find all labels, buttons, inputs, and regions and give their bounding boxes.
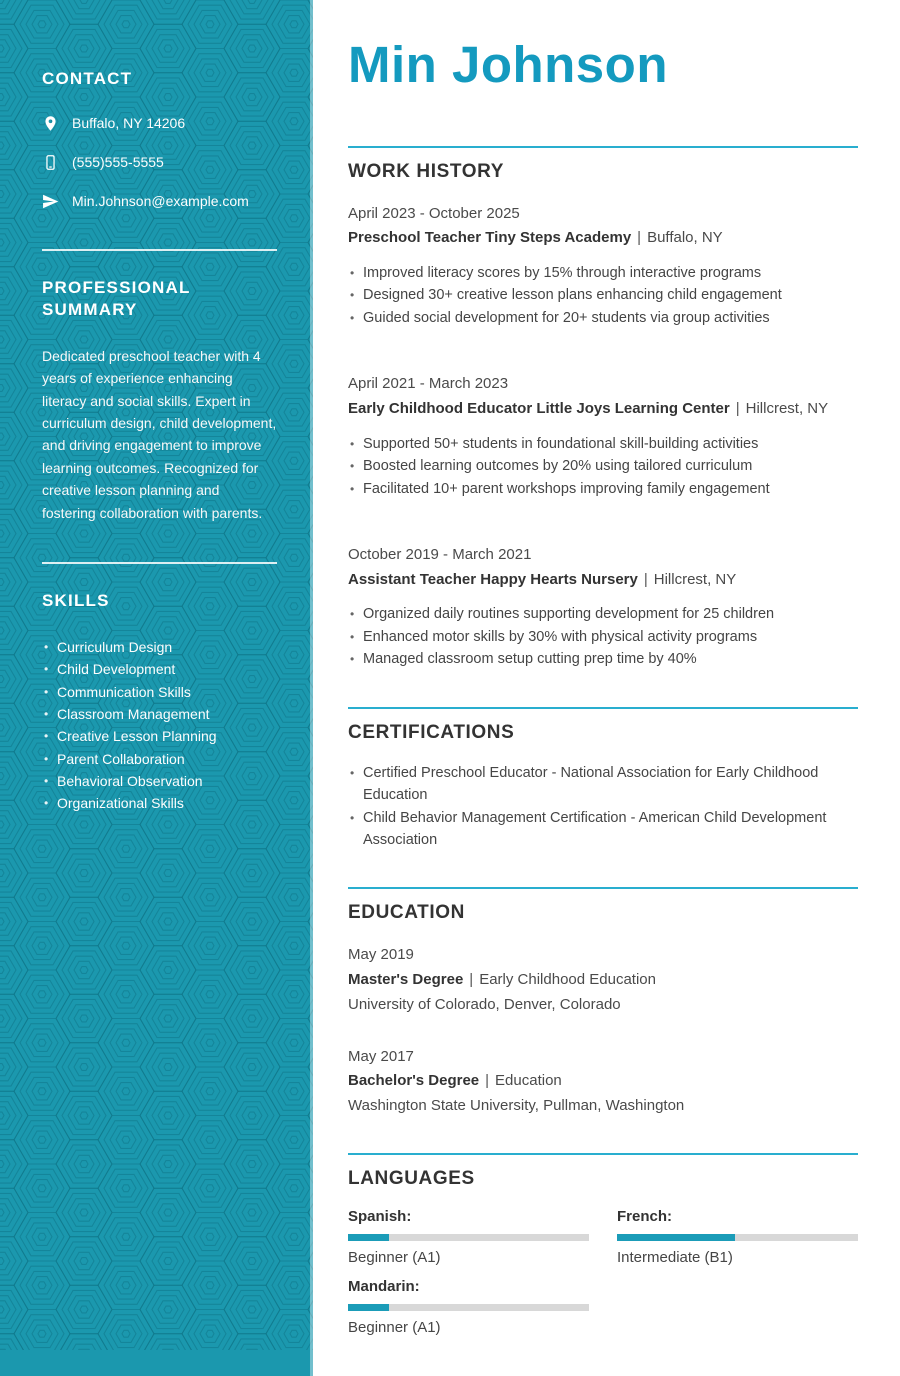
certification-item: • Child Behavior Management Certification - American Child Development Association — [348, 807, 858, 852]
sidebar-divider — [42, 562, 277, 564]
certifications-list — [348, 762, 858, 852]
job-bullet: • Managed classroom setup cutting prep time by 40% — [348, 648, 858, 670]
language-progress-fill — [348, 1234, 389, 1241]
language-progress-track — [348, 1234, 589, 1241]
contact-phone-text: (555)555-5555 — [72, 154, 164, 171]
job-bullet: • Boosted learning outcomes by 20% using tailored curriculum — [348, 455, 858, 477]
language-level: Beginner (A1) — [348, 1318, 441, 1336]
job-title-line — [348, 227, 858, 249]
job-location: Hillcrest, NY — [653, 570, 737, 588]
job-bullet: • Supported 50+ students in foundational skill-building activities — [348, 433, 858, 455]
pipe-separator: | — [637, 229, 642, 247]
job-bullet: • Organized daily routines supporting development for 25 children — [348, 603, 858, 625]
skill-item: • Classroom Management — [42, 703, 277, 725]
job-entry — [348, 373, 858, 500]
job-location: Buffalo, NY — [647, 229, 723, 247]
language-name: French: — [617, 1207, 673, 1225]
language-level: Intermediate (B1) — [617, 1248, 733, 1266]
job-bullet: • Facilitated 10+ parent workshops improving family engagement — [348, 478, 858, 500]
location-pin-icon — [42, 115, 59, 132]
job-bullet: • Designed 30+ creative lesson plans enhancing child engagement — [348, 284, 858, 306]
work-history-title: WORK HISTORY — [348, 160, 505, 182]
contact-email-row — [42, 192, 277, 210]
skill-item: • Curriculum Design — [42, 636, 277, 658]
sidebar — [0, 0, 313, 1376]
skill-item: • Communication Skills — [42, 681, 277, 703]
language-entry — [617, 1208, 858, 1266]
language-entry — [348, 1278, 589, 1336]
education-section — [348, 887, 858, 1117]
job-location: Hillcrest, NY — [745, 400, 829, 418]
sidebar-content — [0, 0, 313, 854]
job-title-line — [348, 398, 858, 420]
school-name: University of Colorado, Denver, Colorado — [348, 995, 621, 1013]
language-progress-fill — [617, 1234, 735, 1241]
sidebar-divider — [42, 249, 277, 251]
school-name: Washington State University, Pullman, Washington — [348, 1097, 685, 1115]
languages-title: LANGUAGES — [348, 1167, 475, 1189]
job-bullet: • Enhanced motor skills by 30% with physical activity programs — [348, 626, 858, 648]
language-level: Beginner (A1) — [348, 1248, 441, 1266]
job-entry — [348, 203, 858, 330]
contact-phone-row — [42, 153, 277, 171]
skill-item: • Child Development — [42, 658, 277, 680]
section-rule — [348, 887, 858, 889]
education-entry — [348, 1046, 858, 1117]
job-dates: April 2023 - October 2025 — [348, 204, 520, 222]
language-name: Spanish: — [348, 1207, 412, 1225]
certifications-section — [348, 707, 858, 852]
job-bullets — [348, 603, 858, 670]
language-progress-fill — [348, 1304, 389, 1311]
certifications-title: CERTIFICATIONS — [348, 721, 515, 743]
job-bullet: • Improved literacy scores by 15% through interactive programs — [348, 262, 858, 284]
section-rule — [348, 707, 858, 709]
work-history-section — [348, 146, 858, 671]
language-progress-track — [617, 1234, 858, 1241]
skill-item: • Parent Collaboration — [42, 748, 277, 770]
contact-email-text: Min.Johnson@example.com — [72, 193, 249, 210]
job-bullet: • Guided social development for 20+ students via group activities — [348, 307, 858, 329]
language-entry — [348, 1208, 589, 1266]
skill-item: • Organizational Skills — [42, 792, 277, 814]
send-icon — [42, 193, 59, 210]
job-title-line — [348, 569, 858, 591]
languages-grid — [348, 1208, 858, 1336]
certification-item: • Certified Preschool Educator - National Association for Early Childhood Education — [348, 762, 858, 807]
job-bullets — [348, 262, 858, 329]
degree-name: Bachelor's Degree — [348, 1072, 480, 1090]
language-progress-track — [348, 1304, 589, 1311]
education-entry — [348, 944, 858, 1015]
degree-field: Early Childhood Education — [479, 971, 656, 989]
pipe-separator: | — [469, 971, 474, 989]
pipe-separator: | — [643, 570, 648, 588]
contact-section-title: CONTACT — [42, 69, 133, 88]
degree-line — [348, 969, 858, 991]
education-date: May 2017 — [348, 1047, 414, 1065]
education-title: EDUCATION — [348, 902, 465, 924]
contact-location-row — [42, 114, 277, 132]
person-name: Min Johnson — [348, 36, 668, 93]
pipe-separator: | — [735, 400, 740, 418]
degree-line — [348, 1070, 858, 1092]
contact-location-text: Buffalo, NY 14206 — [72, 115, 186, 132]
languages-section — [348, 1153, 858, 1336]
job-title: Early Childhood Educator Little Joys Learning Center — [348, 400, 730, 418]
skills-section-title: SKILLS — [42, 590, 110, 610]
skills-list — [42, 636, 277, 814]
job-entry — [348, 544, 858, 671]
job-dates: April 2021 - March 2023 — [348, 375, 509, 393]
professional-summary-text: Dedicated preschool teacher with 4 years of experience enhancing literacy and social skills. Expert in curriculum design, child development, and driving engagement to improve learning outcomes. Recognized for creative lesson planning and fostering collaboration with parents. — [42, 347, 277, 521]
job-title: Preschool Teacher Tiny Steps Academy — [348, 229, 632, 247]
section-rule — [348, 146, 858, 148]
resume-main — [313, 0, 900, 1376]
job-bullets — [348, 433, 858, 500]
skill-item: • Behavioral Observation — [42, 770, 277, 792]
job-title: Assistant Teacher Happy Hearts Nursery — [348, 570, 638, 588]
pipe-separator: | — [485, 1072, 490, 1090]
degree-name: Master's Degree — [348, 971, 464, 989]
language-name: Mandarin: — [348, 1277, 420, 1295]
summary-section-title: PROFESSIONAL SUMMARY — [42, 277, 191, 319]
skill-item: • Creative Lesson Planning — [42, 725, 277, 747]
job-dates: October 2019 - March 2021 — [348, 545, 532, 563]
education-date: May 2019 — [348, 946, 414, 964]
degree-field: Education — [495, 1072, 562, 1090]
phone-icon — [42, 154, 59, 171]
section-rule — [348, 1153, 858, 1155]
